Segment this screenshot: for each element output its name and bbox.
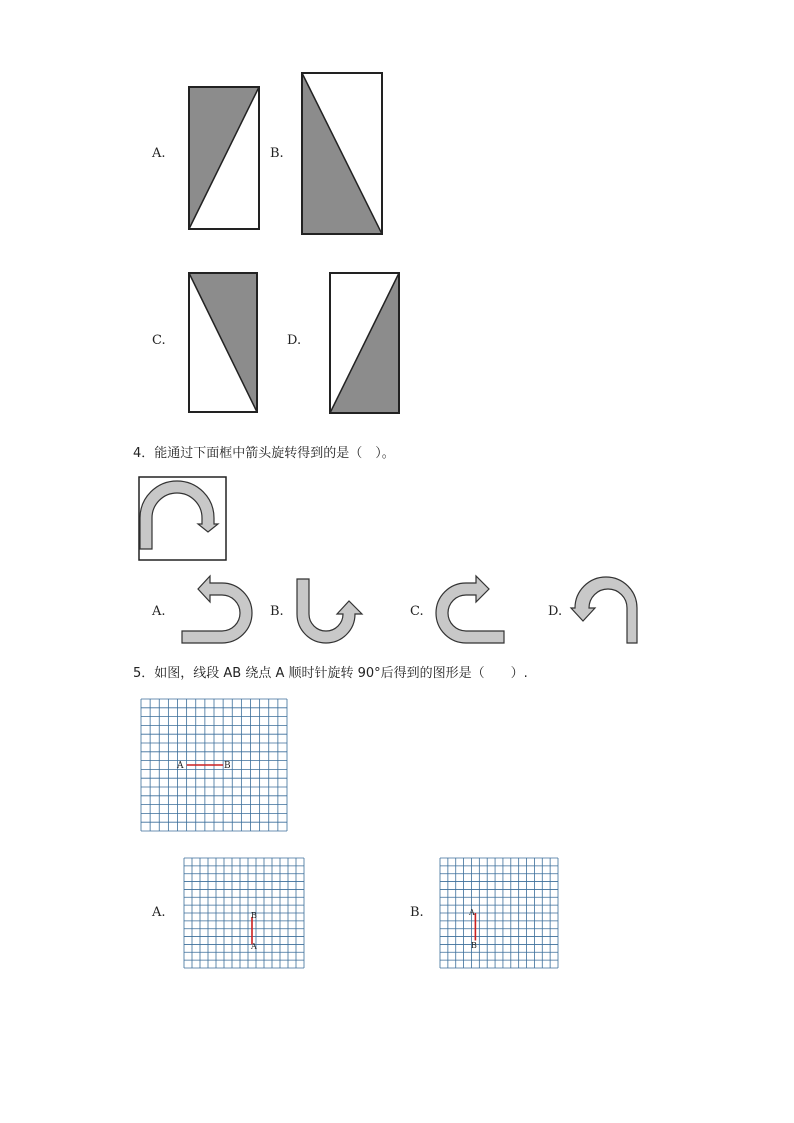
point-b-label: B: [224, 761, 231, 771]
option-b-point-b-label: B: [471, 941, 477, 950]
q3-option-a-figure[interactable]: [188, 86, 260, 230]
option-b-point-a-label: A: [469, 908, 475, 917]
q4-option-c-label: C.: [410, 604, 424, 619]
q3-option-d-label: D.: [287, 333, 302, 348]
q4-option-d-arrow[interactable]: [570, 575, 640, 645]
q3-option-c-label: C.: [152, 333, 166, 348]
q4-option-b-arrow[interactable]: [296, 578, 364, 648]
q4-option-d-label: D.: [548, 604, 563, 619]
point-a-label: A: [177, 761, 184, 771]
q5-option-a-label: A.: [152, 905, 166, 920]
q3-option-b-label: B.: [270, 146, 284, 161]
q3-option-b-figure[interactable]: [301, 72, 383, 235]
q4-reference-arrow-box: [138, 476, 228, 562]
option-a-point-a-label: A: [251, 942, 257, 951]
q5-option-a-grid[interactable]: [183, 857, 305, 969]
q5-question-text: 5．如图，线段 AB 绕点 A 顺时针旋转 90°后得到的图形是（ ）.: [133, 666, 528, 681]
q5-option-b-label: B.: [410, 905, 424, 920]
q3-option-c-figure[interactable]: [188, 272, 258, 413]
q3-option-a-label: A.: [152, 146, 166, 161]
q4-option-c-arrow[interactable]: [436, 575, 506, 643]
q5-option-b-grid[interactable]: [439, 857, 559, 969]
q4-option-b-label: B.: [270, 604, 284, 619]
q4-option-a-label: A.: [152, 604, 166, 619]
q3-option-d-figure[interactable]: [329, 272, 400, 414]
option-a-point-b-label: B: [251, 911, 257, 920]
u-turn-arrow-icon: [140, 481, 218, 549]
q5-main-grid: [140, 698, 288, 832]
q4-option-a-arrow[interactable]: [180, 575, 252, 643]
q4-question-text: 4．能通过下面框中箭头旋转得到的是（ ）。: [133, 446, 395, 461]
